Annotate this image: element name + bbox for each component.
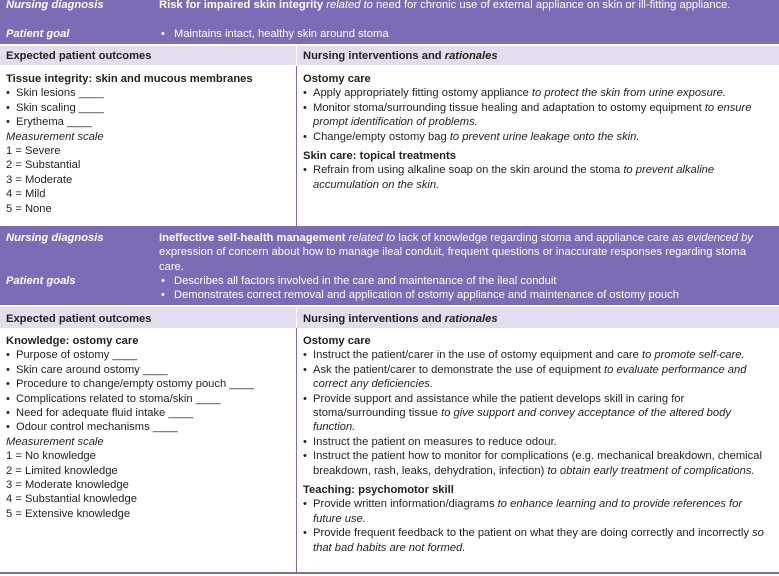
patient-goal-list [159, 27, 773, 41]
intervention-group-title: Ostomy care [303, 73, 371, 85]
diagnosis-evidence: expression of concern about how to manage ileal conduit, frequent questions or inaccurate responses regarding stoma care. [159, 246, 747, 273]
scale-item: 3 = Moderate knowledge [6, 479, 129, 492]
column-divider [296, 66, 297, 226]
patient-goal-item: • Describes all factors involved in the care and maintenance of the ileal conduit [159, 274, 773, 288]
column-divider [296, 328, 297, 572]
diagnosis-band-1 [0, 0, 779, 44]
diagnosis-band-2 [0, 226, 779, 305]
diagnosis-detail: lack of knowledge regarding stoma and appliance care [398, 232, 673, 244]
outcomes-header: Expected patient outcomes [6, 50, 152, 62]
intervention-item: • Refrain from using alkaline soap on the skin around the stoma to prevent alkaline accumulation on the skin. [303, 163, 771, 192]
scale-item: 2 = Limited knowledge [6, 464, 118, 477]
interventions-column [303, 334, 771, 555]
section-2 [0, 328, 779, 572]
intervention-item: • Instruct the patient on measures to reduce odour. [303, 435, 771, 449]
intervention-item: • Instruct the patient how to monitor for complications (e.g. mechanical breakdown, chemical breakdown, rash, leaks, dehydration, infection) to obtain early treatment of complications. [303, 449, 771, 478]
column-header-1 [0, 45, 779, 65]
patient-goal-list [159, 274, 773, 303]
related-to: related to [326, 0, 373, 11]
column-header-2 [0, 306, 779, 328]
nursing-diagnosis-text [159, 0, 773, 12]
measurement-scale-label: Measurement scale [6, 130, 104, 143]
evidenced-by: as evidenced by [672, 232, 753, 244]
outcome-item: • Purpose of ostomy ____ [6, 348, 291, 362]
bottom-rule [0, 572, 779, 574]
column-divider [296, 307, 297, 328]
intervention-group-title: Skin care: topical treatments [303, 150, 456, 163]
outcome-item: • Need for adequate fluid intake ____ [6, 406, 291, 420]
outcome-item: • Procedure to change/empty ostomy pouch ____ [6, 377, 291, 391]
outcome-item: • Complications related to stoma/skin ____ [6, 392, 291, 406]
interventions-column [303, 72, 771, 192]
outcomes-header: Expected patient outcomes [6, 313, 152, 325]
interventions-header: Nursing interventions and rationales [303, 313, 498, 325]
interventions-header: Nursing interventions and rationales [303, 50, 498, 62]
intervention-item: • Monitor stoma/surrounding tissue healing and adaptation to ostomy equipment to ensure prompt identification of problems. [303, 101, 771, 130]
scale-item: 1 = No knowledge [6, 450, 96, 463]
outcomes-column [6, 334, 291, 521]
outcome-item: • Erythema ____ [6, 115, 291, 129]
diagnosis-title: Ineffective self-health management [159, 232, 346, 244]
column-divider [296, 46, 297, 65]
outcomes-column [6, 72, 291, 216]
intervention-group-title: Ostomy care [303, 335, 371, 347]
intervention-item: • Change/empty ostomy bag to prevent urine leakage onto the skin. [303, 130, 771, 144]
outcome-title: Tissue integrity: skin and mucous membranes [6, 73, 253, 85]
outcome-item: • Odour control mechanisms ____ [6, 420, 291, 434]
patient-goal-item: • Demonstrates correct removal and application of ostomy appliance and maintenance of ostomy pouch [159, 288, 773, 302]
intervention-item: • Provide support and assistance while the patient develops skill in caring for stoma/surrounding tissue to give support and convey acceptance of the altered body function. [303, 392, 771, 435]
patient-goal-label: Patient goal [6, 28, 70, 40]
intervention-item: • Ask the patient/carer to demonstrate the use of equipment to evaluate performance and correct any deficiencies. [303, 363, 771, 392]
related-to: related to [348, 232, 396, 244]
scale-item: 5 = None [6, 202, 52, 215]
outcome-item: • Skin lesions ____ [6, 86, 291, 100]
scale-item: 4 = Substantial knowledge [6, 493, 137, 506]
diagnosis-title: Risk for impaired skin integrity [159, 0, 324, 11]
intervention-group-title: Teaching: psychomotor skill [303, 484, 454, 497]
section-1 [0, 66, 779, 226]
measurement-scale-label: Measurement scale [6, 435, 104, 448]
outcome-title: Knowledge: ostomy care [6, 335, 139, 347]
diagnosis-detail: need for chronic use of external appliance on skin or ill-fitting appliance. [376, 0, 731, 11]
nursing-diagnosis-label: Nursing diagnosis [6, 0, 104, 11]
intervention-item: • Provide written information/diagrams to enhance learning and to provide references for future use. [303, 497, 771, 526]
nursing-diagnosis-label: Nursing diagnosis [6, 232, 104, 244]
outcome-item: • Skin scaling ____ [6, 101, 291, 115]
scale-item: 5 = Extensive knowledge [6, 507, 131, 520]
intervention-item: • Provide frequent feedback to the patient on what they are doing correctly and incorrectly so that bad habits are not formed. [303, 526, 771, 555]
scale-item: 1 = Severe [6, 145, 61, 158]
scale-item: 3 = Moderate [6, 173, 73, 186]
patient-goal-item: • Maintains intact, healthy skin around stoma [159, 27, 773, 41]
scale-item: 2 = Substantial [6, 159, 81, 172]
scale-item: 4 = Mild [6, 188, 46, 201]
patient-goals-label: Patient goals [6, 275, 76, 287]
intervention-item: • Instruct the patient/carer in the use of ostomy equipment and care to promote self-care. [303, 348, 771, 362]
intervention-item: • Apply appropriately fitting ostomy appliance to protect the skin from urine exposure. [303, 86, 771, 100]
outcome-item: • Skin care around ostomy ____ [6, 363, 291, 377]
nursing-diagnosis-text [159, 231, 773, 274]
